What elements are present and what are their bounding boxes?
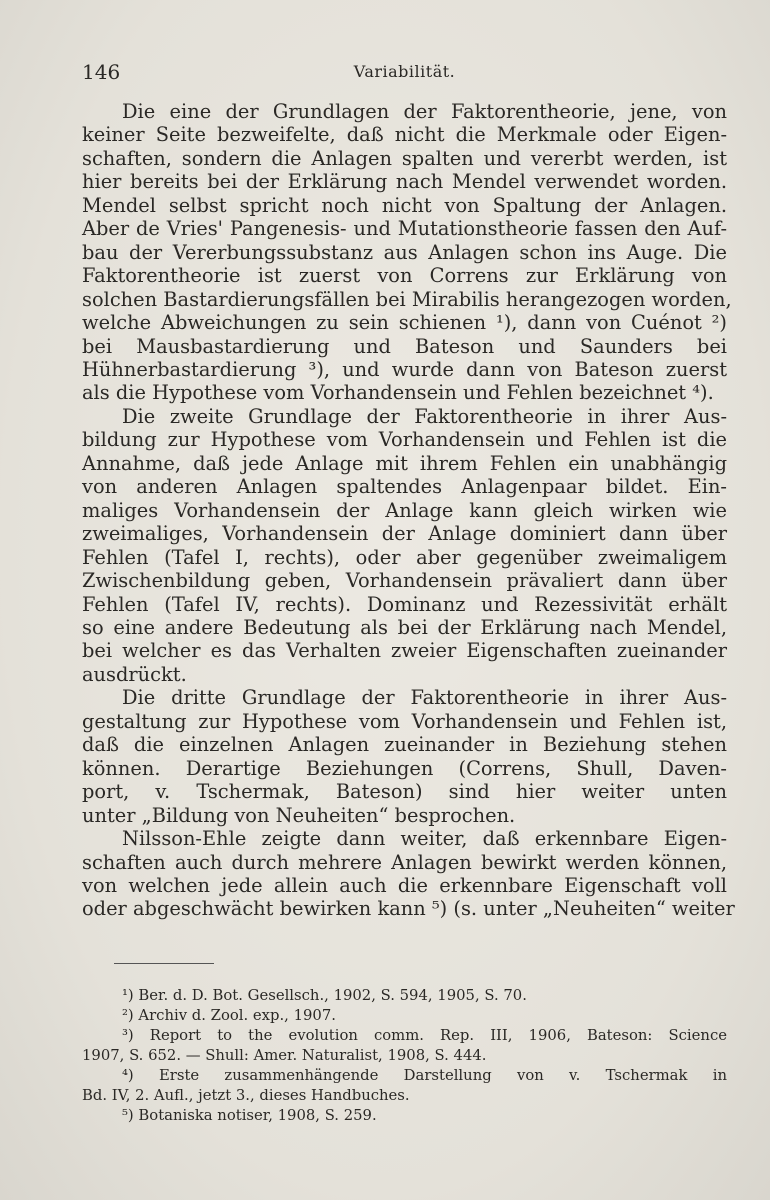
body-text bbox=[82, 100, 735, 921]
paragraph-1 bbox=[82, 100, 732, 405]
text-line: Hühnerbastardierung ³), und wurde dann von Bateson zuerst bbox=[82, 357, 727, 381]
text-line: so eine andere Bedeutung als bei der Erklärung nach Mendel, bbox=[82, 615, 727, 639]
text-line: bildung zur Hypothese vom Vorhandensein und Fehlen ist die bbox=[82, 428, 727, 452]
paragraph-2 bbox=[82, 405, 727, 686]
text-line: daß die einzelnen Anlagen zueinander in Beziehung stehen bbox=[82, 733, 727, 757]
text-line: können. Derartige Beziehungen (Correns, Shull, Daven- bbox=[82, 756, 727, 780]
footnote-1: ¹) Ber. d. D. Bot. Gesellsch., 1902, S. 594, 1905, S. 70. bbox=[122, 987, 527, 1004]
text-line: Die zweite Grundlage der Faktorentheorie in ihrer Aus- bbox=[122, 404, 727, 428]
footnote-divider bbox=[114, 963, 214, 964]
text-line: hier bereits bei der Erklärung nach Mendel verwendet worden. bbox=[82, 170, 727, 194]
text-line: gestaltung zur Hypothese vom Vorhandensein und Fehlen ist, bbox=[82, 709, 727, 733]
running-title: Variabilität. bbox=[353, 62, 456, 81]
footnote-3-continuation: 1907, S. 652. — Shull: Amer. Naturalist, 1908, S. 444. bbox=[82, 1047, 487, 1064]
text-line: welche Abweichungen zu sein schienen ¹), dann von Cuénot ²) bbox=[82, 311, 727, 335]
paragraph-4 bbox=[82, 827, 735, 921]
footnote-4: ⁴) Erste zusammenhängende Darstellung von v. Tschermak in bbox=[122, 1067, 727, 1084]
footnote-3: ³) Report to the evolution comm. Rep. III, 1906, Bateson: Science bbox=[122, 1027, 727, 1044]
text-line: als die Hypothese vom Vorhandensein und Fehlen bezeichnet ⁴). bbox=[82, 381, 714, 405]
text-line: Zwischenbildung geben, Vorhandensein prävaliert dann über bbox=[82, 569, 727, 593]
text-line: Faktorentheorie ist zuerst von Correns zur Erklärung von bbox=[82, 264, 727, 288]
text-line: bau der Vererbungssubstanz aus Anlagen schon ins Auge. Die bbox=[82, 240, 727, 264]
text-line: Fehlen (Tafel IV, rechts). Dominanz und Rezessivität erhält bbox=[82, 592, 727, 616]
footnote-4-continuation: Bd. IV, 2. Aufl., jetzt 3., dieses Handbuches. bbox=[82, 1087, 410, 1104]
paragraph-3 bbox=[82, 686, 727, 827]
text-line: Die dritte Grundlage der Faktorentheorie in ihrer Aus- bbox=[122, 686, 727, 710]
text-line: Mendel selbst spricht noch nicht von Spaltung der Anlagen. bbox=[82, 193, 727, 217]
text-line: bei welcher es das Verhalten zweier Eigenschaften zueinander bbox=[82, 639, 727, 663]
text-line: Die eine der Grundlagen der Faktorentheorie, jene, von bbox=[122, 100, 727, 123]
page-header bbox=[82, 60, 727, 90]
text-line: Nilsson-Ehle zeigte dann weiter, daß erkennbare Eigen- bbox=[122, 827, 727, 851]
text-line: Fehlen (Tafel I, rechts), oder aber gegenüber zweimaligem bbox=[82, 545, 727, 569]
text-line: solchen Bastardierungsfällen bei Mirabilis herangezogen worden, bbox=[82, 287, 732, 311]
text-line: ausdrückt. bbox=[82, 662, 187, 686]
text-line: schaften, sondern die Anlagen spalten und vererbt werden, ist bbox=[82, 146, 727, 170]
text-line: zweimaliges, Vorhandensein der Anlage dominiert dann über bbox=[82, 522, 727, 546]
text-line: keiner Seite bezweifelte, daß nicht die Merkmale oder Eigen- bbox=[82, 123, 727, 147]
text-line: von anderen Anlagen spaltendes Anlagenpaar bildet. Ein- bbox=[82, 475, 727, 499]
footnote-2: ²) Archiv d. Zool. exp., 1907. bbox=[122, 1007, 336, 1024]
text-line: oder abgeschwächt bewirken kann ⁵) (s. unter „Neuheiten“ weiter bbox=[82, 897, 735, 921]
text-line: von welchen jede allein auch die erkennbare Eigenschaft voll bbox=[82, 873, 727, 897]
text-line: Annahme, daß jede Anlage mit ihrem Fehlen ein unabhängig bbox=[82, 451, 727, 475]
text-line: schaften auch durch mehrere Anlagen bewirkt werden können, bbox=[82, 850, 727, 874]
page-number: 146 bbox=[82, 60, 121, 84]
footnotes bbox=[82, 986, 727, 1126]
text-line: port, v. Tschermak, Bateson) sind hier weiter unten bbox=[82, 780, 727, 804]
text-line: maliges Vorhandensein der Anlage kann gleich wirken wie bbox=[82, 498, 727, 522]
footnote-5: ⁵) Botaniska notiser, 1908, S. 259. bbox=[122, 1107, 377, 1124]
text-line: bei Mausbastardierung und Bateson und Saunders bei bbox=[82, 334, 727, 358]
text-line: unter „Bildung von Neuheiten“ besprochen. bbox=[82, 803, 516, 827]
text-line: Aber de Vries' Pangenesis- und Mutationstheorie fassen den Auf- bbox=[82, 217, 727, 241]
